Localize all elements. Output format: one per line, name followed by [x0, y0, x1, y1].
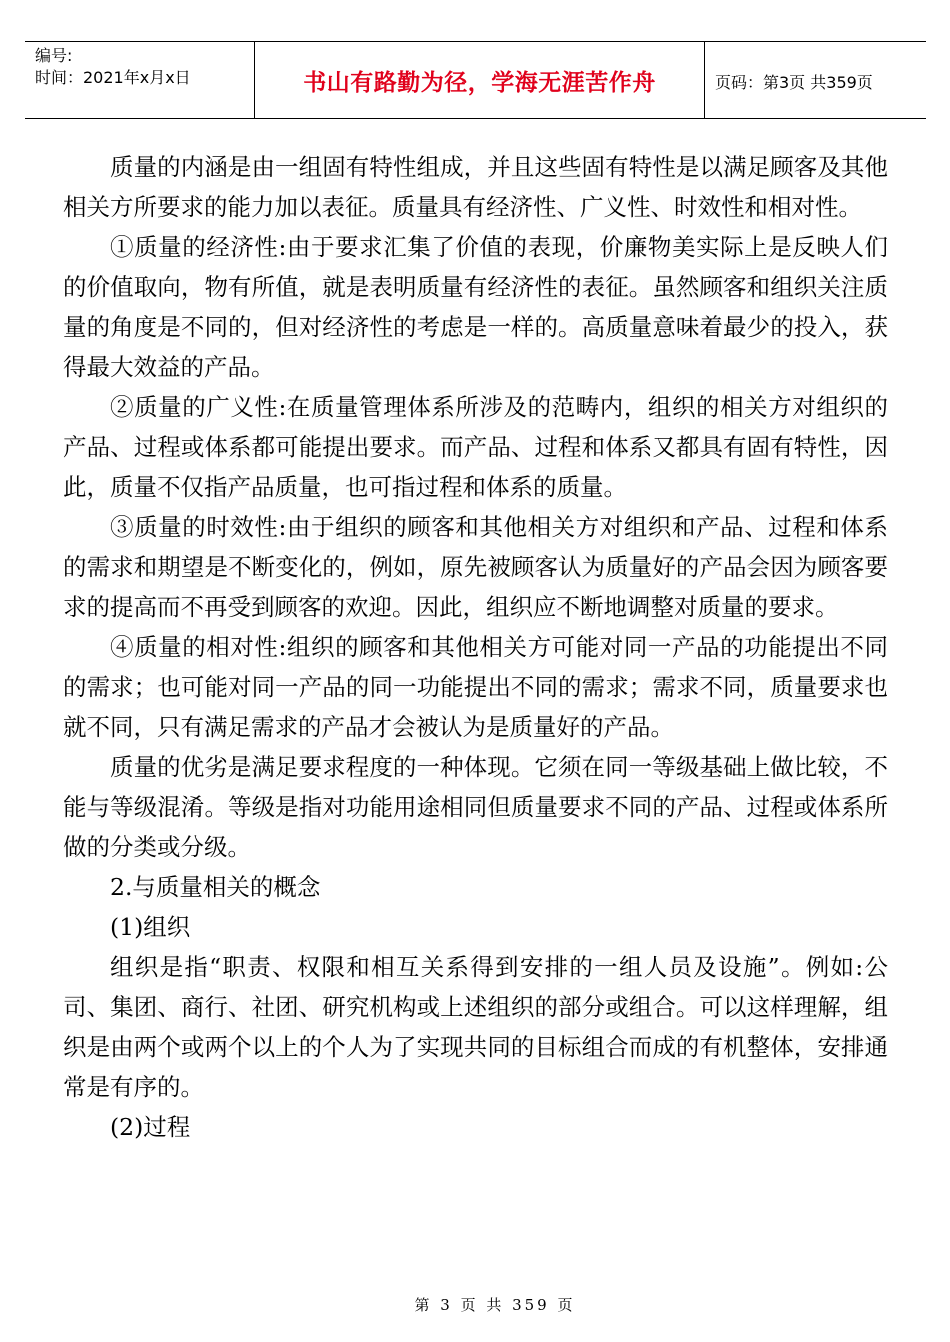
page-header: [25, 41, 926, 119]
motto: 书山有路勤为径，学海无涯苦作舟: [303, 69, 656, 96]
page-info: 页码：第3页 共359页: [715, 73, 873, 92]
paragraph: 质量的优劣是满足要求程度的一种体现。它须在同一等级基础上做比较，不能与等级混淆。等级是指对功能用途相同但质量要求不同的产品、过程或体系所做的分类或分级。: [63, 753, 888, 861]
header-page-cell: [705, 42, 926, 118]
paragraph: 质量的内涵是由一组固有特性组成，并且这些固有特性是以满足顾客及其他相关方所要求的能力加以表征。质量具有经济性、广义性、时效性和相对性。: [63, 153, 888, 221]
time-label: 时间：2021年x月x日: [35, 68, 191, 87]
page-footer: 第 3 页 共 359 页: [414, 1296, 576, 1314]
paragraph: ②质量的广义性:在质量管理体系所涉及的范畴内，组织的相关方对组织的产品、过程或体系都可能提出要求。而产品、过程和体系又都具有固有特性，因此，质量不仅指产品质量，也可指过程和体系的质量。: [63, 393, 888, 501]
subsection-heading: (1)组织: [110, 913, 191, 941]
paragraph: ③质量的时效性:由于组织的顾客和其他相关方对组织和产品、过程和体系的需求和期望是不断变化的，例如，原先被顾客认为质量好的产品会因为顾客要求的提高而不再受到顾客的欢迎。因此，组织应不断地调整对质量的要求。: [63, 513, 888, 621]
paragraph: ①质量的经济性:由于要求汇集了价值的表现，价廉物美实际上是反映人们的价值取向，物有所值，就是表明质量有经济性的表征。虽然顾客和组织关注质量的角度是不同的，但对经济性的考虑是一样的。高质量意味着最少的投入，获得最大效益的产品。: [63, 233, 888, 381]
document-body: [63, 147, 888, 1147]
paragraph: 组织是指“职责、权限和相互关系得到安排的一组人员及设施”。例如:公司、集团、商行、社团、研究机构或上述组织的部分或组合。可以这样理解，组织是由两个或两个以上的个人为了实现共同的目标组合而成的有机整体，安排通常是有序的。: [63, 953, 888, 1101]
number-label: 编号:: [35, 46, 73, 65]
header-info-cell: [25, 42, 255, 118]
paragraph: ④质量的相对性:组织的顾客和其他相关方可能对同一产品的功能提出不同的需求；也可能对同一产品的同一功能提出不同的需求；需求不同，质量要求也就不同，只有满足需求的产品才会被认为是质量好的产品。: [63, 633, 888, 741]
header-motto-cell: [255, 42, 705, 118]
section-heading: 2.与质量相关的概念: [110, 873, 321, 901]
subsection-heading: (2)过程: [110, 1113, 191, 1141]
